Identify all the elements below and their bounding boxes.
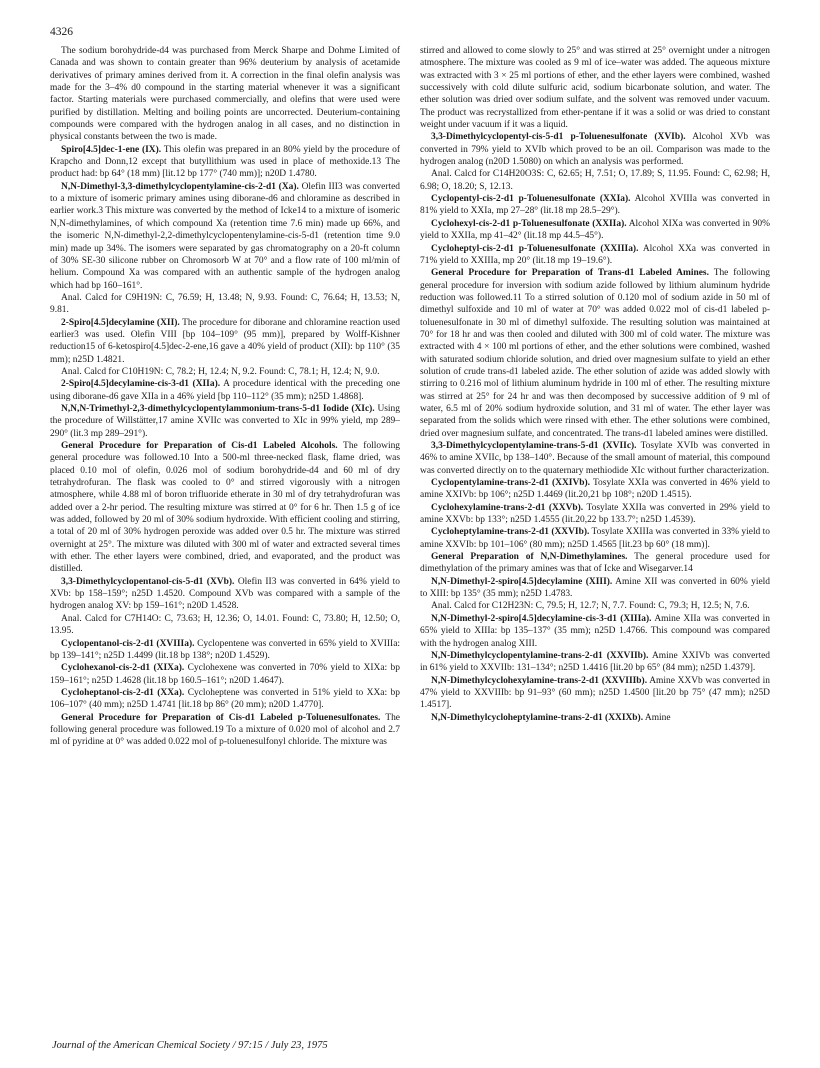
section-heading: Cyclohexylamine-trans-2-d1 (XXVb). <box>431 502 584 513</box>
paragraph <box>420 576 770 601</box>
paragraph <box>50 662 400 687</box>
paragraph-text: Amine XII was converted in 60% yield to XIII: bp 135° (35 mm); n25D 1.4783. <box>420 576 770 600</box>
paragraph <box>420 193 770 218</box>
section-heading: N,N-Dimethyl-2-spiro[4.5]decylamine (XIII). <box>431 576 613 587</box>
section-heading: Cyclopentyl-cis-2-d1 p-Toluenesulfonate (XXIa). <box>431 194 631 205</box>
paragraph <box>50 292 400 317</box>
paragraph-text: stirred and allowed to come slowly to 25° and was stirred at 25° overnight under a nitrogen atmosphere. The mixture was cooled as 9 ml of ice–water was added. The aqueous mixture was extracted with 3 × 25 ml portions of ether, and the ether layers were combined, washed successively with cold dilute sulfuric acid, sodium bicarbonate solution, and water. The ether solution was dried over sodium sulfate, and the solvent was removed under vacuum. The product was recrystallized from ether-pentane if it was a solid or was dried to constant weight under vacuum if it was a liquid. <box>420 46 770 131</box>
section-heading: 3,3-Dimethylcyclopentylamine-trans-5-d1 (XVIIc). <box>431 441 637 451</box>
paragraph-text: Alcohol XVIIIa was converted in 81% yield to XXIa, mp 27–28° (lit.18 mp 28.5–29°). <box>420 194 770 217</box>
section-heading: 3,3-Dimethylcyclopentanol-cis-5-d1 (XVb). <box>61 576 235 587</box>
section-heading: General Procedure for Preparation of Cis-d1 Labeled Alcohols. <box>61 441 338 451</box>
paragraph <box>50 576 400 613</box>
paragraph <box>420 267 770 440</box>
paragraph-text: Olefin III3 was converted to a mixture of isomeric primary amines using diborane-d6 and chloramine as described in earlier work.3 This mixture was converted by the method of Icke14 to a mixture of isomeric N,N-dimethylamines, of which compound Xa (retention time 7.6 min) made up 66%, and the isomeric N,N-dimethyl-2,2-dimethylcyclopentenylamine-cis-5-d1 (retention time 9.0 min) made up 34%. The isomers were separated by gas chromatography on a 20-ft column of 30% SE-30 silicone rubber on Chromosorb W at 70° and a flow rate of 100 ml/min of helium. Compound Xa was compared with an authentic sample of the hydrogen analog which had bp 160–161°. <box>50 181 401 291</box>
page-number: 4326 <box>50 26 73 38</box>
paragraph <box>420 502 770 527</box>
section-heading: N,N-Dimethylcyclohexylamine-trans-2-d1 (XXVIIIb). <box>431 675 648 686</box>
section-heading: General Preparation of N,N-Dimethylamines. <box>431 552 628 563</box>
paragraph-text: The procedure for diborane and chloramine reaction used earlier3 was used. Olefin VIII [bp 104–109° (95 mm)], prepared by Wolff-Kishner reduction15 of 6-ketospiro[4.5]dec-2-ene,16 gave a 40% yield of product (XII): bp 110° (35 mm); n25D 1.4821. <box>50 317 400 365</box>
section-heading: Cyclohexanol-cis-2-d1 (XIXa). <box>61 663 185 674</box>
section-heading: General Procedure for Preparation of Cis-d1 Labeled p-Toluenesulfonates. <box>61 712 381 723</box>
paragraph <box>50 440 400 576</box>
paragraph-text: Anal. Calcd for C14H20O3S: C, 62.65; H, 7.51; O, 17.89; S, 11.95. Found: C, 62.98; H, 6.98; O, 18.20; S, 12.13. <box>420 169 770 192</box>
paragraph <box>50 317 400 366</box>
paragraph-text: The sodium borohydride-d4 was purchased from Merck Sharpe and Dohme Limited of Canada and was shown to contain greater than 96% deuterium by analysis of acetamide derivatives of primary amines derived from it. A correction in the final olefin analysis was made for the 3–4% d0 compound in the starting material whenever it was a significant factor. Starting materials were purchased commercially, and olefins that were used were purified by distillation. Melting and boiling points are uncorrected. Deuterium-containing compounds were compared with the hydrogen analog in all cases, and no distinction in physical constants between the two is made. <box>50 46 400 143</box>
paragraph-text: Using the procedure of Willstätter,17 amine XVIIc was converted to XIc in 99% yield, mp 289–290° (lit.3 mp 289–291°). <box>50 403 400 439</box>
paragraph-text: This olefin was prepared in an 80% yield by the procedure of Krapcho and Donn,12 except that butyllithium was used in place of methoxide.13 The product had: bp 64° (18 mm) [lit.12 bp 177° (740 mm)]; n20D 1.4780. <box>50 144 400 180</box>
paragraph-text: The following general procedure was followed.10 Into a 500-ml three-necked flask, flame dried, was placed 0.10 mol of olefin, 0.026 mol of sodium borohydride-d4 and 60 ml of dry tetrahydrofuran. The flask was cooled to 0° and stirred vigorously with a nitrogen atmosphere, while 4.88 ml of boron trifluoride etherate in 30 ml of dry tetrahydrofuran was added over a 2-hr period. The resulting mixture was stirred at 0° for 6 hr. Then 1.5 g of ice was added, followed by 20 ml of 30% sodium hydroxide. With efficient cooling and stirring, a total of 20 ml of 30% hydrogen peroxide was added over 0.5 hr. The mixture was stirred overnight at 25°. The mixture was diluted with 300 ml of water and extracted several times with ether. The ether layers were combined, dried, and evaporated, and the product was distilled. <box>50 441 401 575</box>
paragraph <box>420 440 770 477</box>
paragraph-text: Amine XIIa was converted in 65% yield to XIIIa: bp 135–137° (35 mm); n25D 1.4766. This compound was compared with the hydrogen analog XIII. <box>420 613 771 649</box>
paragraph-text: Tosylate XXIIa was converted in 29% yield to amine XXVb: bp 133°; n25D 1.4555 (lit.20,22 bp 133.7°; n25D 1.4539). <box>420 502 770 526</box>
section-heading: N,N-Dimethyl-2-spiro[4.5]decylamine-cis-3-d1 (XIIIa). <box>431 613 652 624</box>
paragraph-text: The following general procedure for inversion with sodium azide followed by lithium aluminum hydride reduction was followed.11 To a stirred solution of 0.120 mol of sodium azide in 50 ml of dimethyl sulfoxide and 10 ml of water at 70° was added 0.022 mol of cis-d1 labeled p-toluenesulfonate in 30 ml of dimethyl sulfoxide. The resulting solution was maintained at 70° for 18 hr and was then cooled and diluted with 300 ml of cold water. The mixture was extracted with 4 × 100 ml portions of ether, and the ether solutions were combined, washed with saturated sodium chloride solution, and dried over magnesium sulfate to yield an ether solution of crude trans-d1 labeled azide. The ether solution of azide was added slowly with stirring to 0.216 mol of lithium aluminum hydride in 100 ml of ether. The resulting mixture was stirred at 25° for 24 hr and was then decomposed by successive addition of 9 ml of water, 6.5 ml of 20% sodium hydroxide solution, and 31 ml of water. The ether layer was separated from the solids which were rinsed with ether. The ether solutions were combined, dried over magnesium sulfate, and concentrated. The trans-d1 labeled amines were distilled. <box>420 268 770 439</box>
paragraph-text: Cyclohexene was converted in 70% yield to XIXa: bp 159–161°; n25D 1.4628 (lit.18 bp 160.5–161°; n20D 1.4647). <box>50 663 400 686</box>
paragraph-text: Alcohol XIXa was converted in 90% yield to XXIIa, mp 41–42° (lit.18 mp 44.5–45°). <box>420 218 770 242</box>
section-heading: N,N-Dimethyl-3,3-dimethylcyclopentylamine-cis-2-d1 (Xa). <box>61 181 299 192</box>
paragraph-text: Tosylate XVIb was converted in 46% to amine XVIIc, bp 138–140°. Because of the small amount of material, this compound was converted directly on to the quaternary methiodide XIc without further characterization. <box>420 441 770 476</box>
section-heading: Cycloheptanol-cis-2-d1 (XXa). <box>61 687 185 698</box>
paragraph <box>420 675 770 712</box>
section-heading: Cyclopentanol-cis-2-d1 (XVIIIa). <box>61 638 195 649</box>
paragraph-text: Anal. Calcd for C7H14O: C, 73.63; H, 12.36; O, 14.01. Found: C, 73.80; H, 12.50; O, 13.95. <box>50 613 400 637</box>
paragraph <box>50 144 400 181</box>
paragraph-text: Olefin II3 was converted in 64% yield to XVb: bp 158–159°; n25D 1.4520. Compound XVb was compared with a sample of the hydrogen analog XV: bp 159–161°; n20D 1.4528. <box>50 576 400 612</box>
section-heading: Cycloheptyl-cis-2-d1 p-Toluenesulfonate (XXIIIa). <box>431 243 639 254</box>
paragraph <box>420 526 770 551</box>
paragraph-text: Alcohol XXa was converted in 71% yield to XXIIIa, mp 20° (lit.18 mp 19–19.6°). <box>420 243 770 266</box>
paragraph-text: Tosylate XXIIIa was converted in 33% yield to amine XXVIb: bp 101–106° (80 mm); n25D 1.4565 [lit.23 bp 60° (18 mm)]. <box>420 527 770 550</box>
paragraph <box>50 638 400 663</box>
section-heading: N,N,N-Trimethyl-2,3-dimethylcyclopentylammonium-trans-5-d1 Iodide (XIc). <box>61 403 375 414</box>
paragraph-text: Anal. Calcd for C10H19N: C, 78.2; H, 12.4; N, 9.2. Found: C, 78.1; H, 12.4; N, 9.0. <box>61 366 380 377</box>
paragraph <box>50 45 400 144</box>
paragraph <box>420 600 770 612</box>
paragraph-text: Cycloheptene was converted in 51% yield to XXa: bp 106–107° (40 mm); n25D 1.4741 [lit.18 bp 86° (20 mm); n20D 1.4770]. <box>50 687 400 711</box>
paragraph-text: A procedure identical with the preceding one using diborane-d6 gave XIIa in a 46% yield [bp 110–112° (35 mm); n25D 1.4868]. <box>50 379 400 402</box>
paragraph-text: Amine XXIVb was converted in 61% yield to XXVIIb: 131–134°; n25D 1.4416 [lit.20 bp 65° (84 mm); n25D 1.4379]. <box>420 650 771 674</box>
journal-citation-footer: Journal of the American Chemical Society / 97:15 / July 23, 1975 <box>52 1040 328 1051</box>
left-column <box>50 45 400 749</box>
section-heading: General Procedure for Preparation of Trans-d1 Labeled Amines. <box>431 268 709 279</box>
paragraph-text: Anal. Calcd for C9H19N: C, 76.59; H, 13.48; N, 9.93. Found: C, 76.64; H, 13.53; N, 9.81. <box>50 292 400 316</box>
paragraph <box>420 131 770 168</box>
paragraph <box>50 378 400 403</box>
section-heading: Cyclohexyl-cis-2-d1 p-Toluenesulfonate (XXIIa). <box>431 218 627 229</box>
paragraph <box>420 551 770 576</box>
paragraph <box>420 243 770 268</box>
paragraph <box>420 218 770 243</box>
section-heading: 3,3-Dimethylcyclopentyl-cis-5-d1 p-Toluenesulfonate (XVIb). <box>431 132 686 143</box>
paragraph <box>420 168 770 193</box>
paragraph-text: Cyclopentene was converted in 65% yield to XVIIIa: bp 139–141°; n25D 1.4499 (lit.18 bp 138°; n20D 1.4529). <box>50 638 401 661</box>
section-heading: N,N-Dimethylcyclopentylamine-trans-2-d1 (XXVIIb). <box>431 650 649 661</box>
paragraph <box>50 687 400 712</box>
section-heading: 2-Spiro[4.5]decylamine-cis-3-d1 (XIIa). <box>61 379 221 390</box>
paragraph-text: Amine XXVb was converted in 47% yield to XXVIIIb: bp 91–93° (60 mm); n25D 1.4500 [lit.20 bp 75° (47 mm); n25D 1.4517]. <box>420 675 771 711</box>
right-column <box>420 45 770 724</box>
section-heading: 2-Spiro[4.5]decylamine (XII). <box>61 317 180 328</box>
section-heading: Cycloheptylamine-trans-2-d1 (XXVIb). <box>431 527 590 538</box>
paragraph <box>50 712 400 749</box>
paragraph <box>420 650 770 675</box>
section-heading: N,N-Dimethylcycloheptylamine-trans-2-d1 (XXIXb). <box>431 712 644 723</box>
paragraph <box>420 45 770 131</box>
paragraph-text: Amine <box>643 712 671 723</box>
paragraph <box>420 613 770 650</box>
paragraph <box>420 712 770 724</box>
paragraph <box>50 366 400 378</box>
paragraph-text: Tosylate XXIa was converted in 46% yield to amine XXIVb: bp 106°; n25D 1.4469 (lit.20,21 bp 108°; n20D 1.4515). <box>420 478 770 501</box>
paragraph-text: The following general procedure was followed.19 To a mixture of 0.020 mol of alcohol and 2.7 ml of pyridine at 0° was added 0.022 mol of p-toluenesulfonyl chloride. The mixture was <box>50 712 400 748</box>
paragraph-text: Alcohol XVb was converted in 79% yield to XVIb which proved to be an oil. Comparison was made to the hydrogen analog (n20D 1.5080) on which an analysis was performed. <box>420 132 770 168</box>
section-heading: Spiro[4.5]dec-1-ene (IX). <box>61 144 162 155</box>
paragraph <box>50 613 400 638</box>
paragraph <box>50 181 400 292</box>
paragraph-text: Anal. Calcd for C12H23N: C, 79.5; H, 12.7; N, 7.7. Found: C, 79.3; H, 12.5; N, 7.6. <box>431 601 750 612</box>
paragraph <box>50 403 400 440</box>
paragraph-text: The general procedure used for dimethylation of the primary amines was that of Icke and Wisegarver.14 <box>420 552 770 575</box>
paragraph <box>420 477 770 502</box>
section-heading: Cyclopentylamine-trans-2-d1 (XXIVb). <box>431 478 591 489</box>
